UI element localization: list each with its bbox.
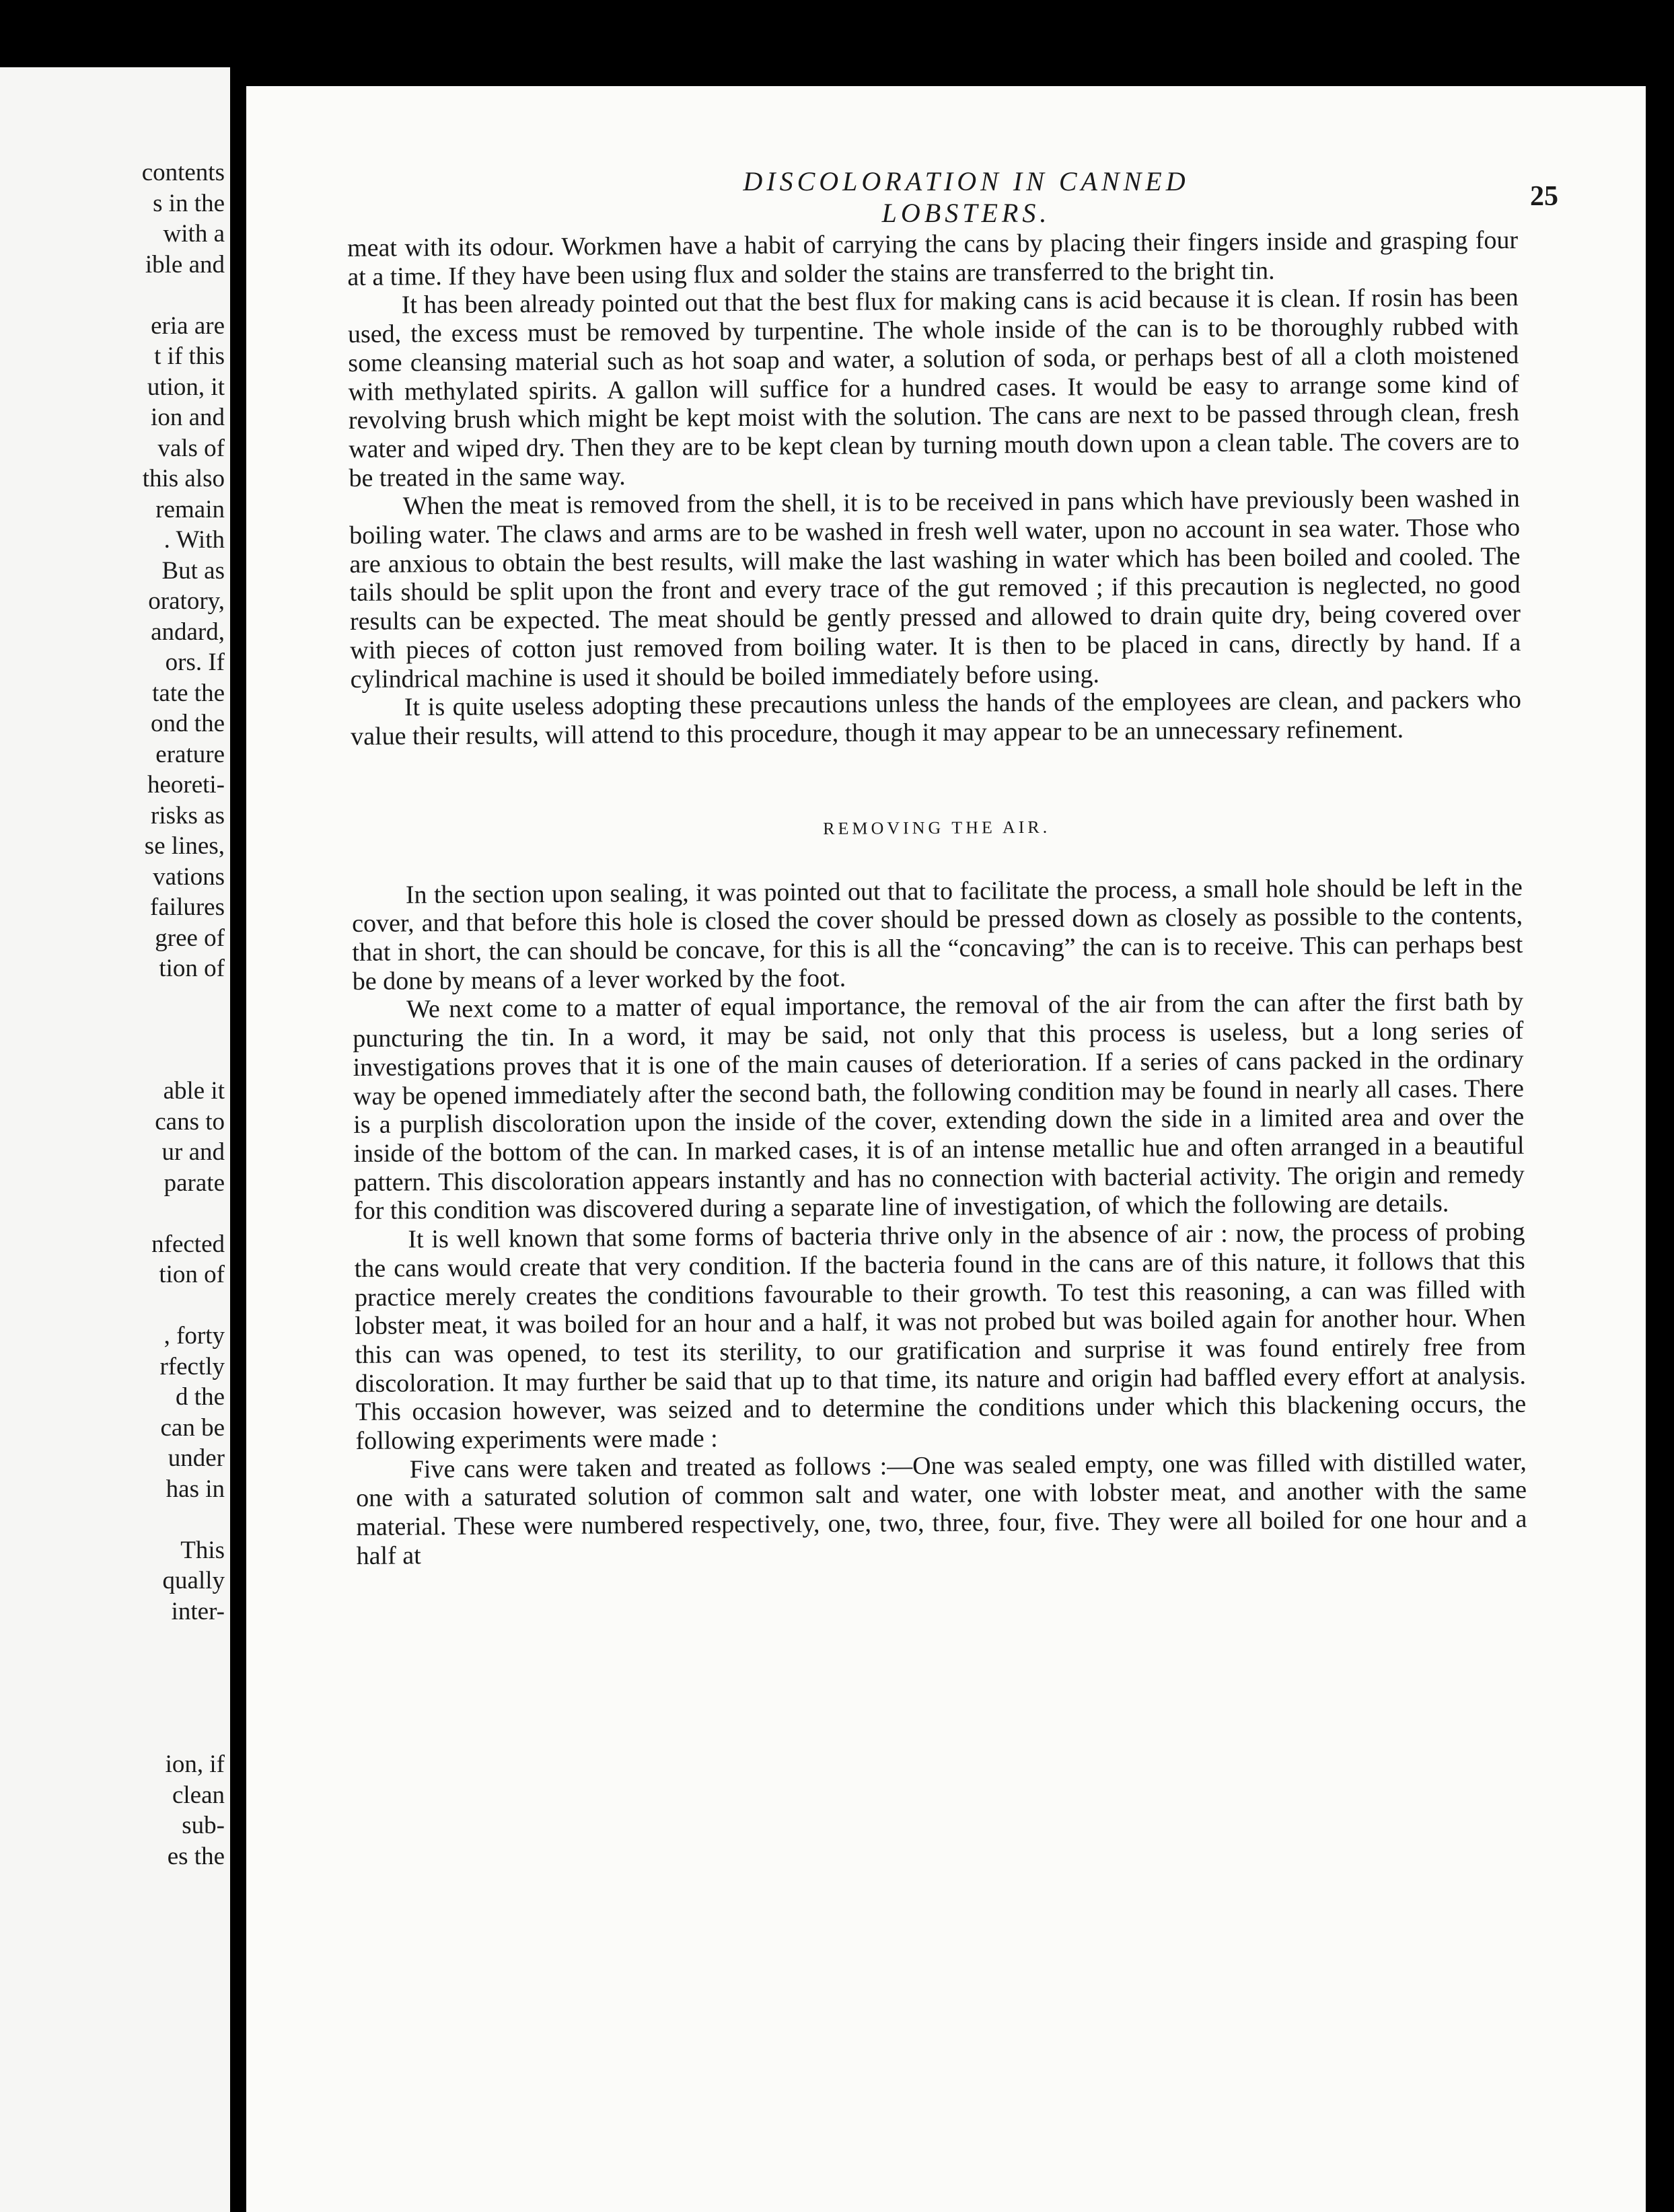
left-page-fragment: tion of	[159, 1261, 225, 1288]
left-page-fragment: tion of	[159, 955, 225, 982]
left-page-fragment: d the	[176, 1383, 225, 1411]
left-page-fragment: failures	[150, 893, 225, 921]
paragraph: It is well known that some forms of bacteria thrive only in the absence of air : now, the process of probing the cans would create that very condition. If the bacteria found in the cans are of this nature, it follows that this practice merely creates the conditions favourable to their growth. To test this reasoning, a can was filled with lobster meat, it was boiled for an hour and a half, it was not probed but was boiled again for another hour. When this can was opened, to test its sterility, to our gratification and surprise it was found entirely free from discoloration. It may further be said that up to that time, its nature and origin had baffled every effort at analysis. This occasion however, was seized and to determine the conditions under which this blackening occurs, the following experiments were made :	[354, 1217, 1527, 1455]
running-head: DISCOLORATION IN CANNED LOBSTERS.	[743, 166, 1190, 228]
left-page-fragment: ur and	[161, 1138, 225, 1166]
left-page-fragment: ible and	[145, 250, 225, 279]
left-page-fragment: risks as	[151, 801, 225, 830]
left-page-fragment: ion, if	[165, 1750, 225, 1778]
left-page-fragment: vations	[153, 862, 225, 891]
left-page-fragment: ution, it	[147, 373, 225, 401]
section-heading: REMOVING THE AIR.	[823, 817, 1051, 838]
left-page-fragment: qually	[162, 1567, 225, 1594]
left-page-fragment: gree of	[155, 924, 225, 952]
left-page-fragment: se lines,	[144, 832, 225, 860]
left-page-fragment: this also	[142, 465, 225, 492]
left-page-fragment: tate the	[152, 679, 225, 707]
left-page-edge	[0, 67, 230, 2212]
left-page-fragment: can be	[160, 1413, 225, 1442]
paragraph: Five cans were taken and treated as follows :—One was sealed empty, one was filled with distilled water, one with a saturated solution of common salt and water, one with lobster meat, and another with the same material. These were numbered respectively, one, two, three, four, five. They were all boiled for one hour and a half at	[355, 1447, 1527, 1570]
left-page-fragment: ond the	[151, 710, 225, 737]
page-number: 25	[1530, 181, 1558, 212]
left-page-fragment: eria are	[151, 311, 225, 340]
left-page-fragment: This	[180, 1536, 225, 1564]
left-page-fragment: , forty	[163, 1322, 225, 1350]
left-page-fragment: oratory,	[148, 587, 225, 615]
left-page-fragment: ion and	[151, 404, 225, 431]
left-page-fragment: . With	[163, 526, 225, 554]
left-page-fragment: heoreti-	[147, 771, 225, 799]
left-page-fragment: sub-	[182, 1812, 225, 1839]
left-page-fragment: andard,	[151, 618, 225, 646]
left-page-fragment: has in	[166, 1475, 225, 1503]
scan-border	[1646, 0, 1674, 2212]
paragraph: meat with its odour. Workmen have a habit of carrying the cans by placing their fingers inside and grasping four at a time. If they have been using flux and solder the stains are transferred to the bright tin.	[347, 225, 1519, 291]
left-page-fragment: erature	[155, 740, 225, 768]
left-page-fragment: vals of	[157, 434, 225, 462]
paragraph: We next come to a matter of equal importance, the removal of the air from the can after the first bath by puncturing the tin. In a word, it may be said, not only that this process is useless, but a long series of investigations proves that it is one of the main causes of deterioration. If a series of cans packed in the ordinary way be opened immediately after the second bath, the following condition may be found in nearly all cases. There is a purplish discoloration upon the inside of the cover, extending down the side in a limited area and over the inside of the bottom of the can. In marked cases, it is of an intense metallic hue and often arranged in a beautiful pattern. This discoloration appears instantly and has no connection with bacterial activity. The origin and remedy for this condition was discovered during a separate line of investigation, of which the following are details.	[353, 988, 1525, 1226]
paragraph: It is quite useless adopting these precautions unless the hands of the employees are clean, and packers who value their results, will attend to this procedure, though it may appear to be an unnecessary refinement.	[351, 686, 1522, 751]
left-page-fragment: contents	[141, 159, 225, 186]
left-page-fragment: able it	[163, 1077, 225, 1105]
left-page-fragment: rfectly	[159, 1352, 225, 1380]
left-page-fragment: es the	[167, 1842, 225, 1870]
book-gutter	[230, 0, 246, 2212]
left-page-fragment: s in the	[153, 189, 225, 217]
left-page-fragment: parate	[163, 1169, 225, 1197]
left-page-fragment: But as	[161, 556, 225, 585]
left-page-fragment: inter-	[171, 1597, 225, 1625]
left-page-fragment: with a	[163, 220, 225, 248]
left-page-fragment: cans to	[155, 1107, 225, 1136]
left-page-fragment: remain	[155, 495, 225, 523]
body-text	[347, 226, 1531, 2158]
paragraph: When the meat is removed from the shell, it is to be received in pans which have previously been washed in boiling water. The claws and arms are to be washed in fresh well water, upon no account in sea water. Those who are anxious to obtain the best results, will make the last washing in water which has been boiled and cooled. The tails should be split upon the front and every trace of the gut removed ; if this precaution is neglected, no good results can be expected. The meat should be gently pressed and allowed to drain quite dry, being covered over with pieces of cotton just removed from boiling water. It is then to be placed in cans, directly by hand. If a cylindrical machine is used it should be boiled immediately before using.	[349, 484, 1521, 694]
paragraph: In the section upon sealing, it was pointed out that to facilitate the process, a small hole should be left in the cover, and that before this hole is closed the cover should be pressed down as closely as possible to the contents, that in short, the can should be concave, for this is all the “concaving” the can is to receive. This can perhaps best be done by means of a lever worked by the foot.	[352, 873, 1523, 996]
left-page-fragment: clean	[172, 1781, 225, 1809]
left-page-fragment: ors. If	[165, 649, 225, 676]
left-page-fragment: under	[168, 1444, 225, 1472]
left-page-fragment: nfected	[151, 1230, 225, 1258]
right-page	[246, 86, 1646, 2212]
left-page-fragment: t if this	[154, 342, 225, 370]
paragraph: It has been already pointed out that the best flux for making cans is acid because it is clean. If rosin has been used, the excess must be removed by turpentine. The whole inside of the can is to be thoroughly rubbed with some cleansing material such as hot soap and water, a solution of soda, or perhaps best of all a cloth moistened with methylated spirits. A gallon will suffice for a hundred cases. It would be easy to arrange some kind of revolving brush which might be kept moist with the solution. The cans are next to be passed through clean, fresh water and wiped dry. Then they are to be kept clean by turning mouth down upon a clean table. The covers are to be treated in the same way.	[347, 283, 1520, 492]
